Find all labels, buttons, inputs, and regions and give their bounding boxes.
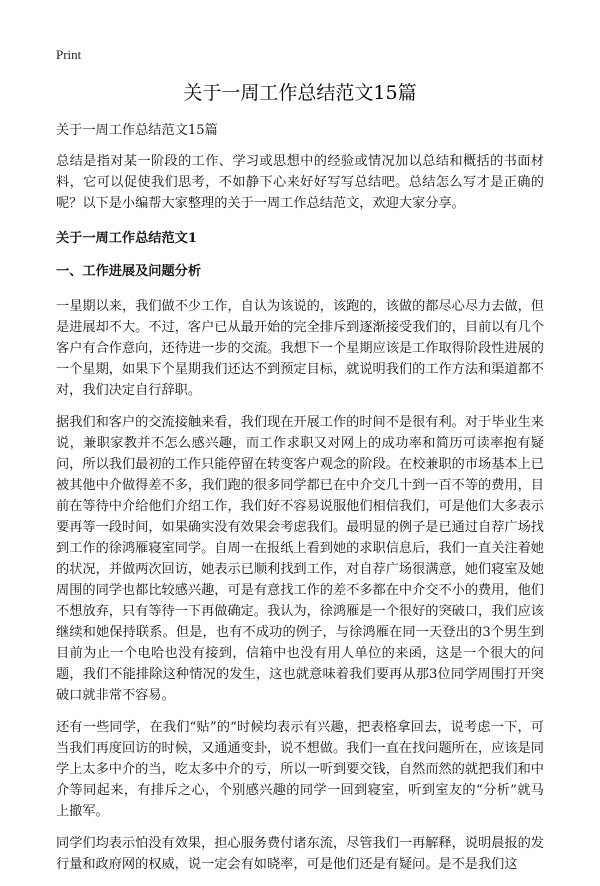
intro-paragraph: 总结是指对某一阶段的工作、学习或思想中的经验或情况加以总结和概括的书面材料，它可以促使我们思考，不如静下心来好好写写总结吧。总结怎么写才是正确的呢？以下是小编帮大家整理的关于一周工作总结范文，欢迎大家分享。 (56, 154, 544, 211)
body-paragraph: 据我们和客户的交流接触来看，我们现在开展工作的时间不是很有利。对于毕业生来说，兼职家教并不怎么感兴趣，而工作求职又对网上的成功率和简历可读率抱有疑问，所以我们最初的工作只能停留在转变客户观念的阶段。在校兼职的市场基本上已被其他中介做得差不多，我们跑的很多同学都已在中介交几十到一百不等的费用，目前在等待中介给他们介绍工作，我们好不容易说服他们相信我们，可是他们大多表示要再等一段时间，如果确实没有效果会考虑我们。最明显的例子是已通过自荐广场找到工作的徐鸿雁寝室同学。自周一在报纸上看到她的求职信息后，我们一直关注着她的状况，并做两次回访，她表示已顺利找到工作，对自荐广场很满意，她们寝室及她周围的同学也都比较感兴趣，可是有意找工作的差不多都在中介交不小的费用，他们不想放弃，只有等待一下再做确定。我认为，徐鸿雁是一个很好的突破口，我们应该继续和她保持联系。但是，也有不成功的例子，与徐鸿雁在同一天登出的3个男生到目前为止一个电哈也没有接到，信箱中也没有用人单位的来函，这是一个很大的问题，我们不能排除这种情况的发生，这也就意味着我们要再从那3位同学周围打开突破口就非常不容易。 (56, 415, 544, 703)
document-subtitle: 关于一周工作总结范文15篇 (56, 123, 218, 138)
subsection-heading: 一、工作进展及问题分析 (56, 264, 202, 279)
body-paragraph: 同学们均表示怕没有效果，担心服务费付诸东流，尽管我们一再解释，说明晨报的发行量和政府网的权威，说一定会有如晓率，可是他们还是有疑问。是不是我们这 (56, 836, 544, 872)
section-heading: 关于一周工作总结范文1 (56, 231, 198, 246)
body-paragraph: 还有一些同学，在我们“贴”的“时候均表示有兴趣，把表格拿回去，说考虑一下，可当我们再度回访的时候，又通通变卦，说不想做。我们一直在找问题所在，应该是同学上太多中介的当，吃太多中介的亏，所以一听到要交钱，自然而然的就把我们和中介等同起来，有排斥之心，个别感兴趣的同学一回到寝室，听到室友的“分析”就马上撤军。 (56, 720, 544, 819)
print-link[interactable]: Print (56, 47, 82, 62)
page-title: 关于一周工作总结范文15篇 (183, 82, 417, 104)
document-body (56, 120, 544, 886)
body-paragraph: 一星期以来，我们做不少工作，自认为该说的，该跑的，该做的都尽心尽力去做，但是进展却不大。不过，客户已从最开始的完全排斥到逐渐接受我们的，目前以有几个客户有合作意向，还待进一步的交流。我想下一个星期应该是工作取得阶段性进展的一个星期，如果下个星期我们还达不到预定目标，就说明我们的工作方法和渠道都不对，我们决定自行辞职。 (56, 299, 544, 398)
